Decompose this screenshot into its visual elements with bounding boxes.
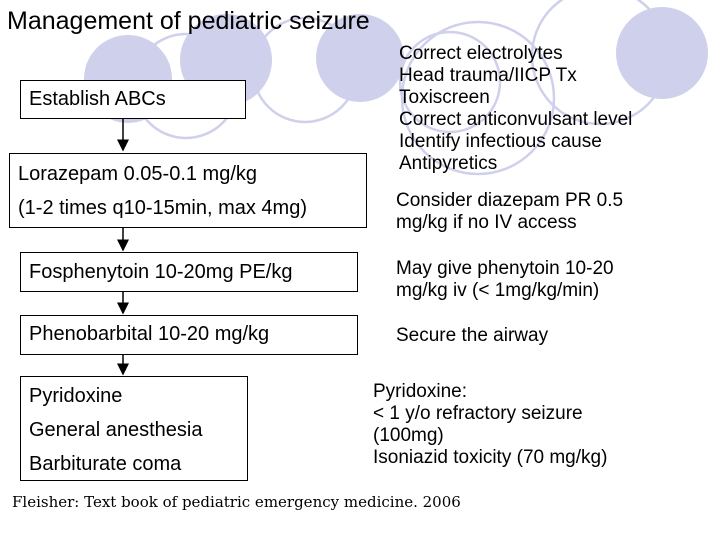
note-line: Correct electrolytes	[399, 43, 563, 64]
slide-title: Management of pediatric seizure	[7, 7, 370, 35]
step-text: Lorazepam 0.05-0.1 mg/kg	[18, 163, 258, 185]
note-line: Correct anticonvulsant level	[399, 109, 633, 130]
step-pyridoxine	[20, 376, 248, 481]
note-pyridoxine	[373, 381, 607, 469]
step-phenobarbital	[20, 315, 358, 355]
step-text: Pyridoxine	[29, 385, 123, 407]
note-line: Identify infectious cause	[399, 131, 602, 152]
note-fosphenytoin	[396, 258, 614, 302]
note-line: < 1 y/o refractory seizure	[373, 403, 583, 424]
note-line: Antipyretics	[399, 153, 498, 174]
step-text: General anesthesia	[29, 419, 203, 441]
note-line: mg/kg iv (< 1mg/kg/min)	[396, 280, 600, 301]
step-lorazepam	[9, 153, 367, 228]
step-text: Phenobarbital 10-20 mg/kg	[29, 323, 270, 345]
step-establish-abcs	[20, 80, 246, 119]
note-line: (100mg)	[373, 425, 444, 446]
note-line: Pyridoxine:	[373, 381, 467, 402]
note-phenobarbital	[396, 325, 548, 347]
step-text: Barbiturate coma	[29, 453, 182, 475]
note-line: May give phenytoin 10-20	[396, 258, 614, 279]
note-line: Head trauma/IICP Tx	[399, 65, 577, 86]
step-text: (1-2 times q10-15min, max 4mg)	[18, 197, 307, 219]
step-text: Establish ABCs	[29, 88, 166, 110]
note-line: Consider diazepam PR 0.5	[396, 190, 624, 211]
step-text: Fosphenytoin 10-20mg PE/kg	[29, 261, 293, 283]
step-fosphenytoin	[20, 252, 358, 292]
citation: Fleisher: Text book of pediatric emergency medicine. 2006	[12, 493, 461, 511]
note-initial-management	[399, 43, 632, 175]
note-line: mg/kg if no IV access	[396, 212, 577, 233]
note-line: Isoniazid toxicity (70 mg/kg)	[373, 447, 608, 468]
note-line: Secure the airway	[396, 325, 549, 346]
note-lorazepam	[396, 190, 623, 234]
note-line: Toxiscreen	[399, 87, 490, 108]
